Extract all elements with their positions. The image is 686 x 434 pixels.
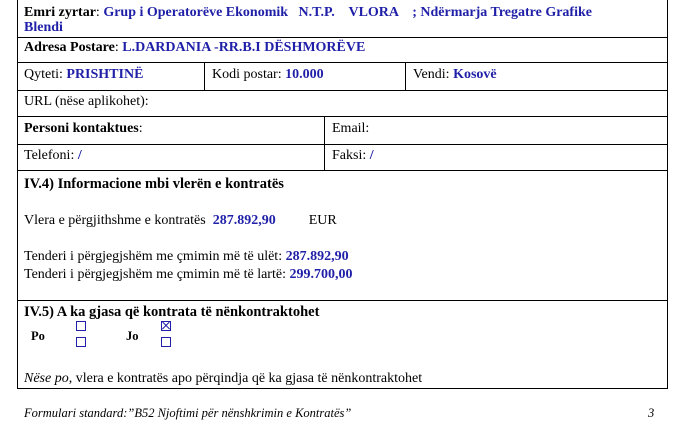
total-value-amount: 287.892,90: [212, 213, 276, 228]
phone-label: Telefoni:: [24, 148, 75, 163]
lowest-tender-row: [24, 249, 349, 265]
fax-label: Faksi:: [332, 148, 367, 163]
highest-tender-label: Tenderi i përgjegjshëm me çmimin më të lartë:: [24, 267, 286, 282]
highest-tender-value: 299.700,00: [289, 267, 353, 282]
form-name-footer: Formulari standard:”B52 Njoftimi për nënshkrimin e Kontratës”: [24, 406, 352, 420]
postal-code-label: Kodi postar: [212, 67, 278, 82]
section-iv4-title: IV.4) Informacione mbi vlerën e kontratës: [24, 176, 284, 192]
fax-cell: [332, 148, 374, 164]
city-label: Qyteti: [24, 67, 59, 82]
divider: [17, 144, 667, 145]
divider: [17, 300, 667, 301]
highest-tender-row: [24, 267, 352, 283]
country-value: Kosovë: [453, 67, 497, 82]
phone-value: /: [77, 148, 82, 163]
yes-checkbox[interactable]: [76, 337, 86, 347]
fax-value: /: [369, 148, 374, 163]
official-name-value-cont: Blendi: [24, 20, 63, 35]
divider: [17, 116, 667, 117]
subcontract-note: [24, 371, 422, 387]
city-cell: Qyteti: PRISHTINË: [24, 67, 144, 82]
official-name-value: Grup i Operatorëve Ekonomik N.T.P. VLORA ; Ndërmarja Tregatre Grafike: [103, 5, 592, 20]
contact-person-label: Personi kontaktues: [24, 121, 139, 136]
postal-code-value: 10.000: [285, 67, 324, 82]
city-value: PRISHTINË: [66, 67, 144, 82]
divider: [204, 62, 205, 90]
no-label: Jo: [126, 329, 139, 343]
page-number: 3: [648, 406, 655, 420]
total-value-row: [24, 213, 337, 229]
divider: [17, 90, 667, 91]
subcontract-note-text: vlera e kontratës apo përqindja që ka gjasa të nënkontraktohet: [75, 371, 423, 386]
postal-address-label: Adresa Postare: [24, 40, 115, 55]
no-checkbox[interactable]: [161, 337, 171, 347]
divider: [17, 62, 667, 63]
divider: [17, 37, 667, 38]
subcontract-note-lead: Nëse po,: [24, 371, 73, 386]
yes-checkbox-top[interactable]: [76, 321, 86, 331]
country-label: Vendi: [413, 67, 446, 82]
lowest-tender-label: Tenderi i përgjegjshëm me çmimin më të ulët:: [24, 249, 283, 264]
section-iv5-title: IV.5) A ka gjasa që kontrata të nënkontraktohet: [24, 304, 320, 320]
divider: [17, 170, 667, 171]
contact-person-cell: Personi kontaktues:: [24, 121, 143, 136]
phone-cell: [24, 148, 82, 164]
divider: [324, 116, 325, 170]
lowest-tender-value: 287.892,90: [285, 249, 349, 264]
divider: [405, 62, 406, 90]
postal-address-value: L.DARDANIA -RR.B.I DËSHMORËVE: [122, 40, 366, 55]
form-frame: [17, 0, 668, 389]
total-value-label: Vlera e përgjithshme e kontratës: [24, 213, 206, 228]
yes-label: Po: [31, 329, 45, 343]
country-cell: Vendi: Kosovë: [413, 67, 497, 82]
official-name-row: Emri zyrtar: Grup i Operatorëve Ekonomik N.T.P. VLORA ; Ndërmarja Tregatre Grafike: [24, 5, 592, 20]
currency-label: EUR: [308, 213, 337, 228]
postal-address-row: Adresa Postare: L.DARDANIA -RR.B.I DËSHMORËVE: [24, 40, 366, 55]
official-name-label: Emri zyrtar: [24, 5, 96, 20]
no-checkbox-checked[interactable]: [161, 321, 171, 331]
email-label: Email:: [332, 121, 370, 136]
postal-code-cell: Kodi postar: 10.000: [212, 67, 324, 82]
url-label: URL (nëse aplikohet):: [24, 94, 149, 109]
